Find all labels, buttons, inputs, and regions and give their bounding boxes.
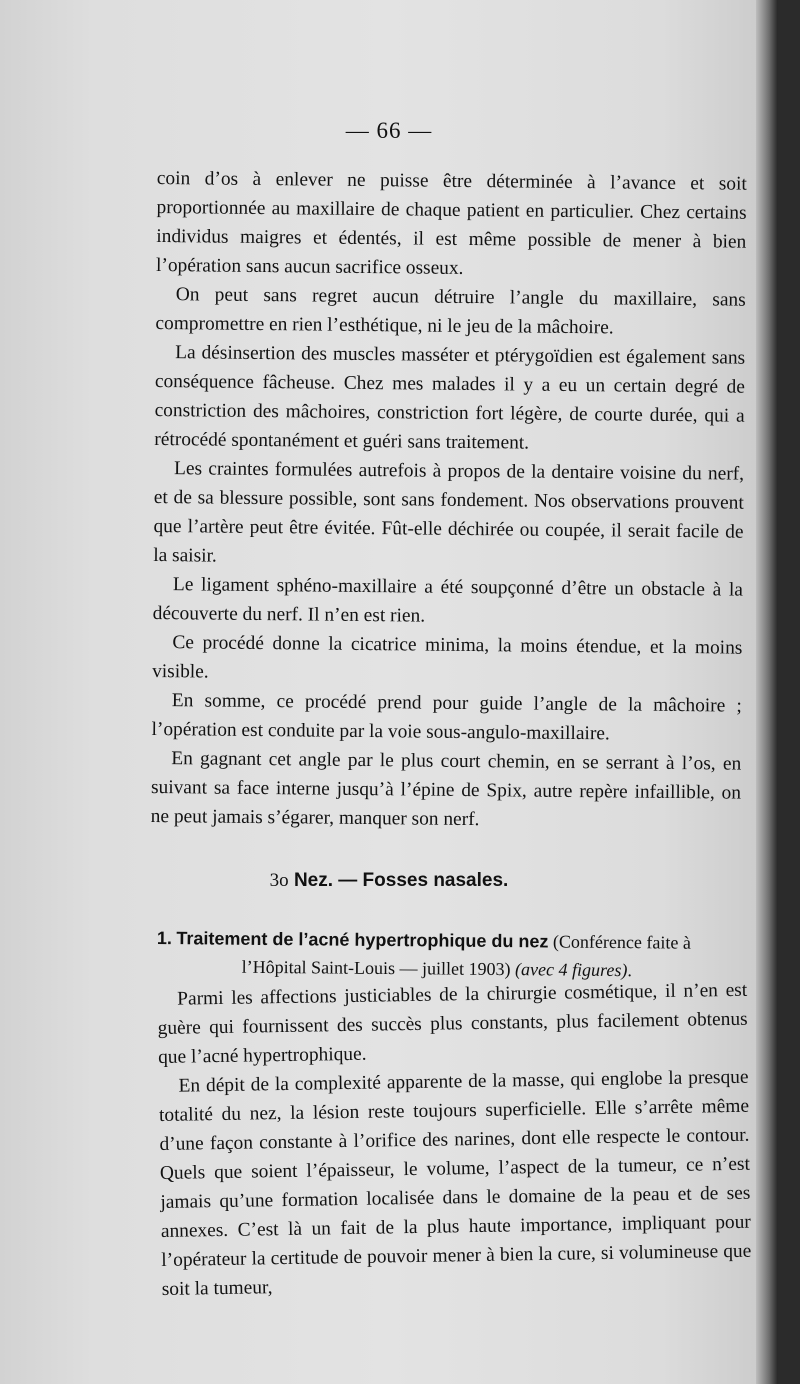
paragraph: Le ligament sphéno-maxillaire a été soupçonné d’être un obstacle à la découverte du nerf. Il n’en est rien. xyxy=(152,574,744,627)
subsection-title-rest-1: (Conférence faite à xyxy=(552,931,691,953)
body-text-bottom xyxy=(157,976,752,1304)
page-number: — 66 — xyxy=(345,118,433,143)
paragraph: coin d’os à enlever ne puisse être déterminée à l’avance et soit proportionnée au maxillaire de chaque patient en particulier. Chez certains individus maigres et édentés, il est même possible de mener à bien l’opération sans aucun sacrifice osseux. xyxy=(155,167,747,279)
paragraph: En dépit de la complexité apparente de la masse, qui englobe la presque totalité du nez, la lésion reste toujours superficielle. Elle s’arrête même d’une façon constante à l’orifice des narines, dont elle respecte le contour. Quels que soient l’épaisseur, le volume, l’aspect de la tumeur, ce n’est jamais qu’une formation localisée dans le domaine de la peau et de ses annexes. C’est là un fait de la plus haute importance, impliquant pour l’opérateur la certitude de pouvoir mener à bien la cure, si volumineuse que soit la tumeur, xyxy=(158,1066,752,1300)
section-number: 3o xyxy=(269,870,289,891)
paragraph: Parmi les affections justiciables de la chirurgie cosmétique, il n’en est guère qui fournissent des succès plus constants, plus facilement obtenus que l’acné hypertrophique. xyxy=(157,979,748,1068)
section-title: Nez. — Fosses nasales. xyxy=(293,870,509,891)
section-heading xyxy=(0,870,778,892)
subsection-number: 1. xyxy=(156,927,172,949)
paragraph: La désinsertion des muscles masséter et ptérygoïdien est également sans conséquence fâcheuse. Chez mes malades il y a eu un certain degré de constriction des mâchoires, constriction fort légère, de courte durée, qui a rétrocédé spontanément et guéri sans traitement. xyxy=(154,342,746,454)
paragraph: Ce procédé donne la cicatrice minima, la moins étendue, et la moins visible. xyxy=(152,632,743,683)
body-text-top xyxy=(151,164,747,837)
page-edge-shadow xyxy=(756,0,778,1384)
subsection-title-end: . xyxy=(627,960,632,981)
subsection-title-rest-2: l’Hôpital Saint-Louis — juillet 1903) xyxy=(241,956,511,980)
paragraph: On peut sans regret aucun détruire l’angle du maxillaire, sans compromettre en rien l’esthétique, ni le jeu de la mâchoire. xyxy=(155,284,746,339)
subsection-title-bold: Traitement de l’acné hypertrophique du nez xyxy=(176,928,549,952)
paragraph: En gagnant cet angle par le plus court chemin, en se serrant à l’os, en suivant sa face interne jusqu’à l’épine de Spix, autre repère infaillible, on ne peut jamais s’égarer, manquer son nerf. xyxy=(150,748,742,831)
subsection-title xyxy=(157,924,747,985)
paragraph: Les craintes formulées autrefois à propos de la dentaire voisine du nerf, et de sa blessure possible, sont sans fondement. Nos observations prouvent que l’artère peut être évitée. Fût-elle déchirée ou coupée, il serait facile de la saisir. xyxy=(153,458,745,567)
subsection-title-figures: (avec 4 figures) xyxy=(515,959,628,981)
paragraph: En somme, ce procédé prend pour guide l’angle de la mâchoire ; l’opération est conduite par la voie sous-angulo-maxillaire. xyxy=(151,690,742,745)
